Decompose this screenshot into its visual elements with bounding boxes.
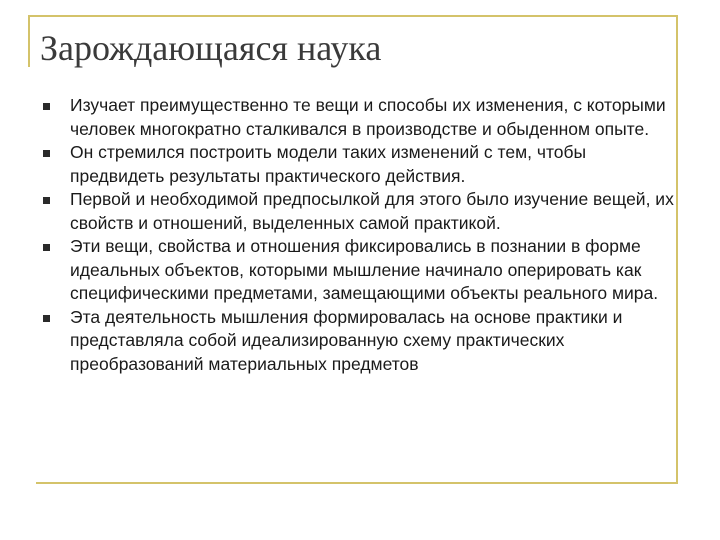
frame-top-line xyxy=(28,15,678,17)
bullet-item xyxy=(40,306,680,377)
bullet-list xyxy=(40,94,680,376)
bullet-item xyxy=(40,188,680,235)
square-bullet-icon xyxy=(43,315,50,322)
bullet-text: Эта деятельность мышления формировалась на основе практики и представляла собой идеализированную схему практических преобразований материальных предметов xyxy=(70,306,623,374)
square-bullet-icon xyxy=(43,150,50,157)
bullet-item xyxy=(40,94,680,141)
square-bullet-icon xyxy=(43,103,50,110)
bullet-text: Он стремился построить модели таких изменений с тем, чтобы предвидеть результаты практического действия. xyxy=(70,142,587,186)
bullet-text: Изучает преимущественно те вещи и способы их изменения, с которыми человек многократно сталкивался в производстве и обыденном опыте. xyxy=(70,95,666,139)
frame-left-line xyxy=(28,15,30,67)
bullet-text: Первой и необходимой предпосылкой для этого было изучение вещей, их свойств и отношений, выделенных самой практикой. xyxy=(70,189,674,233)
square-bullet-icon xyxy=(43,197,50,204)
square-bullet-icon xyxy=(43,244,50,251)
bullet-text: Эти вещи, свойства и отношения фиксировались в познании в форме идеальных объектов, которыми мышление начинало оперировать как специфическими предметами, замещающими объекты реального мира. xyxy=(70,236,659,303)
frame-bottom-line xyxy=(36,482,678,484)
bullet-item xyxy=(40,141,680,188)
bullet-item xyxy=(40,235,680,306)
slide-title: Зарождающаяся наука xyxy=(40,28,382,68)
